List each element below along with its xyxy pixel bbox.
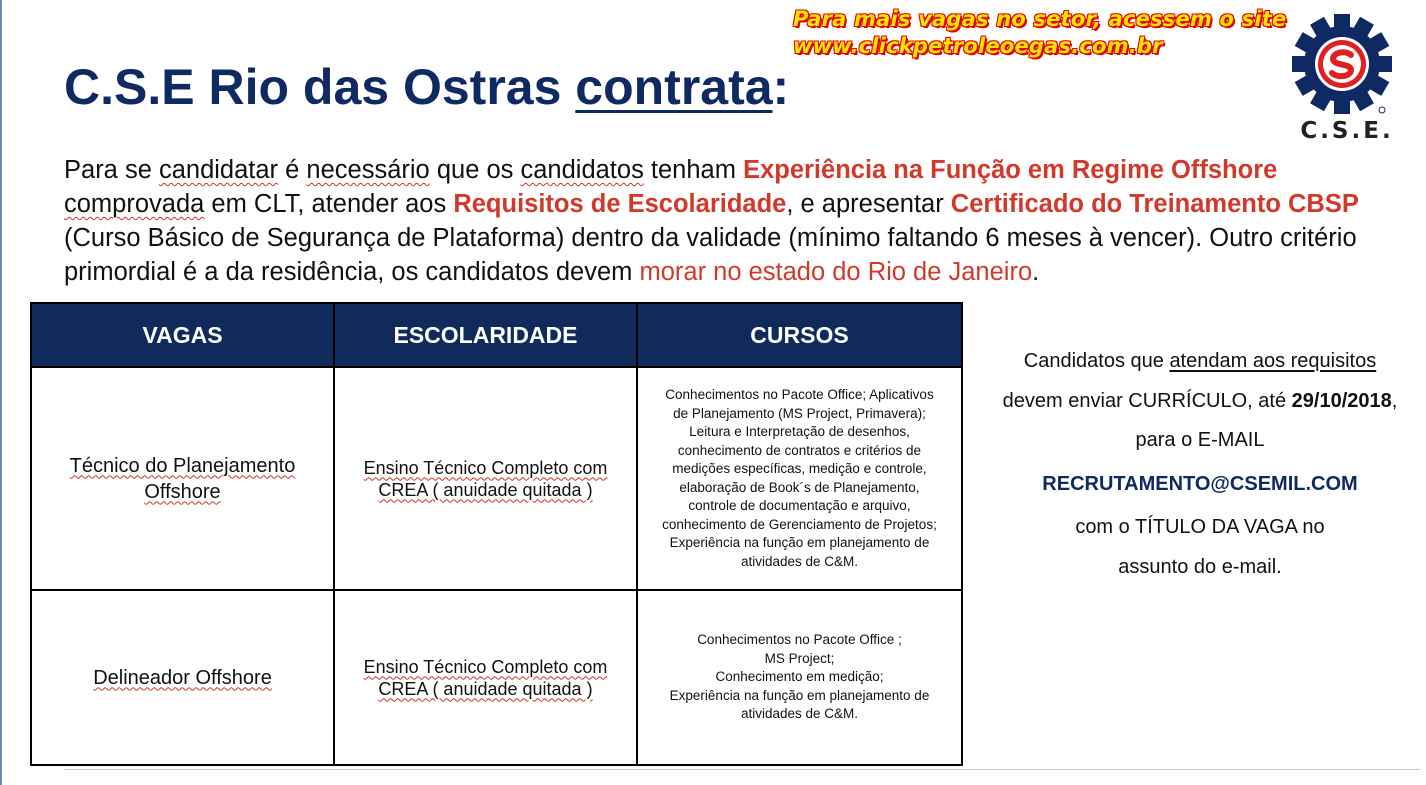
promo-line-1: Para mais vagas no setor, acessem o site [793,7,1287,31]
application-instructions [980,342,1420,587]
email-address-link[interactable]: RECRUTAMENTO@CSEMIL.COM [1042,472,1358,495]
education-text: Ensino Técnico Completo com CREA ( anuidade quitada ) [363,457,608,500]
title-underlined-word: contrata [575,59,773,115]
instructions-text: Candidatos que [1023,350,1170,372]
intro-text: (Curso Básico de Segurança de Plataforma) dentro da validade (mínimo faltando 6 meses à vencer). Outro critério primordial é a da residência, os candidatos devem [64,224,1357,286]
promo-website-link[interactable]: www.clickpetroleoegas.com.br [793,34,1163,58]
course-line: atividades de C&M. [740,706,859,722]
course-line: Experiência na função em planejamento de [669,535,930,550]
course-line: controle de documentação e arquivo, [688,498,911,513]
table-row [31,590,962,765]
table-row [31,367,962,590]
role-name: Técnico do Planejamento Offshore [69,454,296,503]
instructions-text: , [1391,389,1398,412]
education-text: Ensino Técnico Completo com CREA ( anuidade quitada ) [363,656,608,699]
intro-text: comprovada [64,190,205,218]
header-vagas: VAGAS [31,303,334,367]
intro-text: que os [429,156,521,184]
intro-text: em CLT, atender aos [204,190,454,218]
role-cell [31,590,334,765]
course-line: elaboração de Book´s de Planejamento, [679,479,920,495]
highlight-offshore-experience: Experiência na Função em Regime Offshore [743,156,1278,184]
header-escolaridade: ESCOLARIDADE [334,303,637,367]
courses-cell [637,367,962,590]
course-line: Conhecimentos no Pacote Office; Aplicativos [665,387,934,402]
instructions-text: atendam aos requisitos [1169,350,1377,372]
course-line: Conhecimento em medição; [715,669,884,685]
intro-text: tenham [643,156,744,184]
bottom-divider [64,769,1420,770]
instructions-line [980,342,1420,382]
instructions-text: devem enviar CURRÍCULO, até [1002,389,1292,412]
instructions-line: com o TÍTULO DA VAGA no [1075,516,1325,538]
cse-logo-text: C.S.E. [1300,118,1394,144]
course-line: atividades de C&M. [740,553,859,569]
intro-text: candidatar [158,156,279,184]
course-line: Experiência na função em planejamento de [669,687,930,703]
intro-text: Para se [64,156,159,184]
highlight-cbsp-certificate: Certificado do Treinamento CBSP [950,190,1359,218]
promo-banner [793,6,1333,60]
instructions-line: para o E-MAIL [1135,429,1265,451]
course-line: conhecimento de contratos e critérios de [677,442,922,458]
course-line: conhecimento de Gerenciamento de Projetos; [662,516,937,532]
role-cell [31,367,334,590]
left-border-line [0,0,2,785]
course-line: MS Project; [764,650,835,666]
intro-text: necessário [306,156,430,184]
course-line: de Planejamento (MS Project, Primavera); [673,405,926,421]
course-line: Conhecimentos no Pacote Office ; [697,632,902,648]
deadline-date: 29/10/2018 [1291,389,1392,412]
header-cursos: CURSOS [637,303,962,367]
education-cell [334,367,637,590]
highlight-residence: morar no estado do Rio de Janeiro [639,258,1033,286]
intro-text: candidatos [520,156,644,184]
course-line: Leitura e Interpretação de desenhos, [689,424,910,439]
intro-paragraph [64,153,1404,289]
highlight-education-requirements: Requisitos de Escolaridade [453,190,787,218]
instructions-line: assunto do e-mail. [1118,555,1282,578]
title-suffix: : [772,59,790,115]
courses-cell [637,590,962,765]
table-header-row [31,303,962,367]
education-cell [334,590,637,765]
intro-text: . [1032,258,1040,286]
title-prefix: C.S.E Rio das Ostras [64,59,576,115]
role-name: Delineador Offshore [93,666,272,689]
intro-text: é [278,156,307,184]
course-line: medições específicas, medição e controle, [672,461,927,476]
intro-text: , e apresentar [786,190,951,218]
instructions-line [980,382,1420,422]
page-title [64,58,789,116]
jobs-table [30,302,963,766]
